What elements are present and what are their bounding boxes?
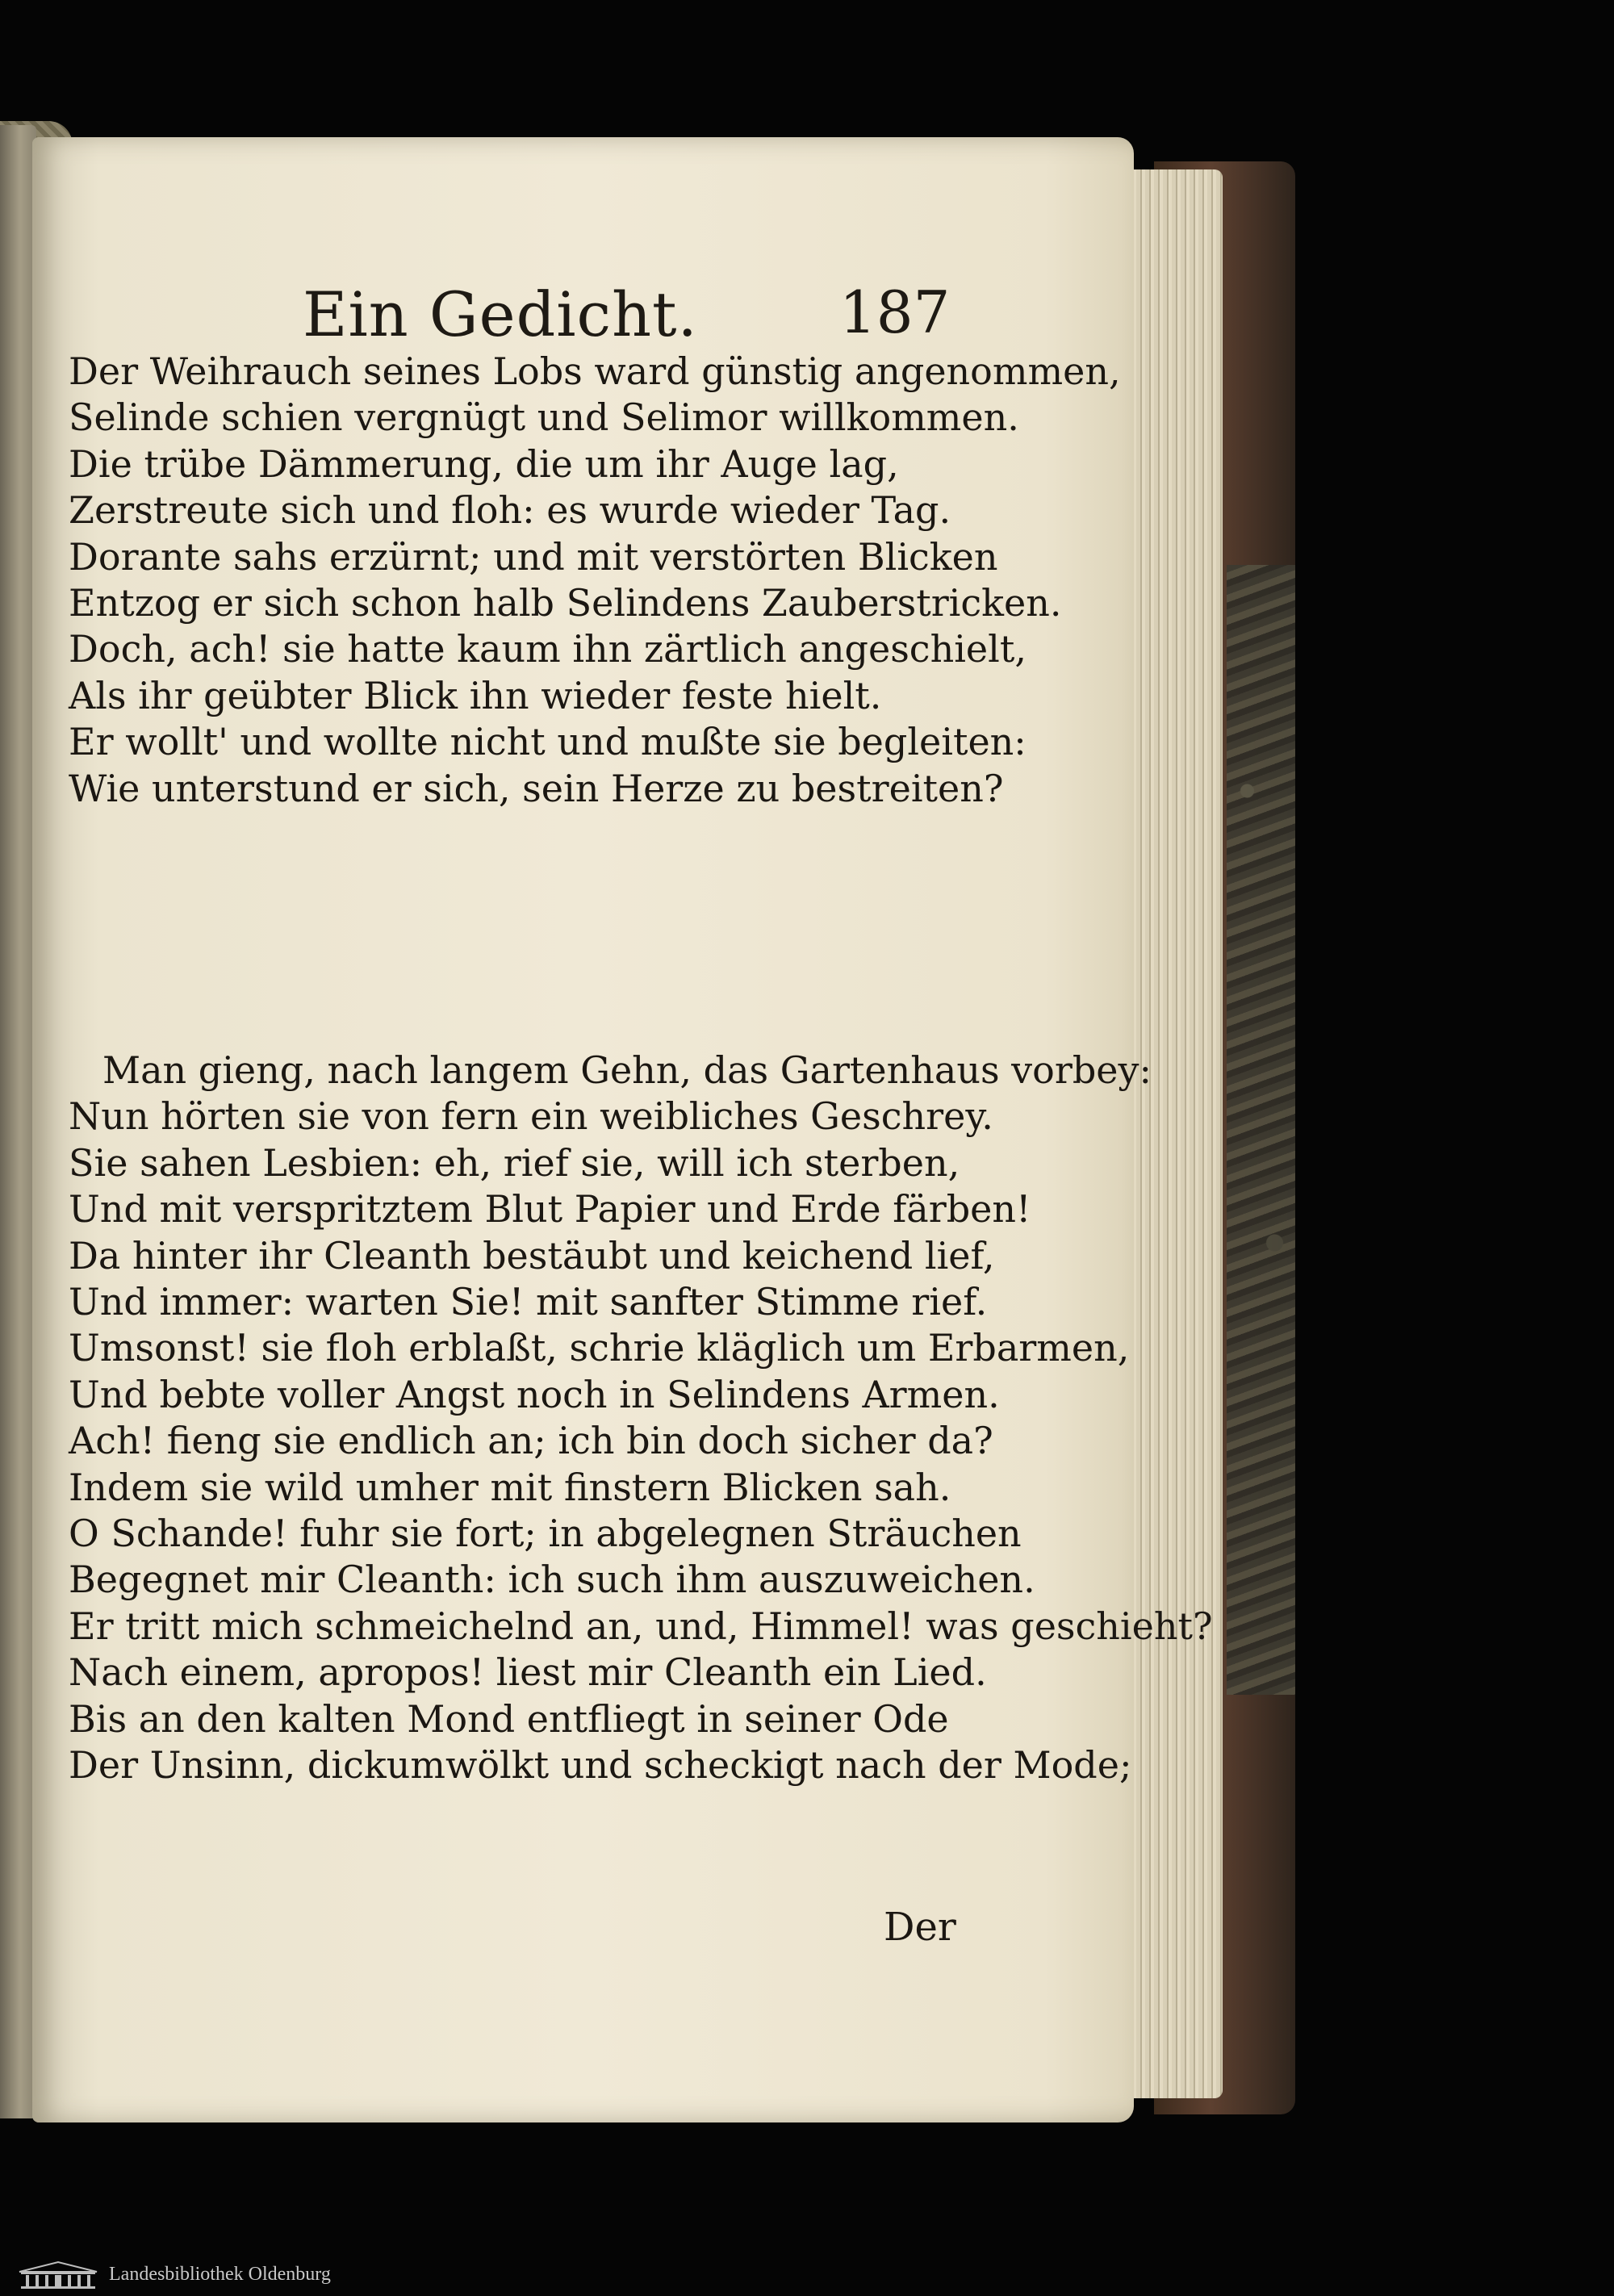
verse-line: Bis an den kalten Mond entfliegt in seiner Ode (69, 1696, 949, 1741)
footer-bar (0, 2256, 1614, 2296)
verse-line: Man gieng, nach langem Gehn, das Gartenhaus vorbey: (102, 1048, 1152, 1092)
verse-line: Und immer: warten Sie! mit sanfter Stimme rief. (69, 1280, 988, 1324)
book-page (32, 137, 1213, 2122)
verse-line: Sie sahen Lesbien: eh, rief sie, will ich sterben, (69, 1140, 960, 1185)
verse-line: Nun hörten sie von fern ein weibliches Geschrey. (69, 1094, 993, 1139)
stanza-2 (69, 1048, 1213, 1789)
stanza-1 (69, 349, 1121, 812)
marbled-cover (1227, 565, 1295, 1695)
page-number: 187 (839, 278, 951, 346)
verse-line: Selinde schien vergnügt und Selimor willkommen. (69, 395, 1019, 440)
verse-line: Er wollt' und wollte nicht und mußte sie begleiten: (69, 720, 1027, 764)
library-building-icon (18, 2260, 98, 2290)
running-title: Ein Gedicht. (303, 278, 698, 350)
library-name: Landesbibliothek Oldenburg (109, 2264, 331, 2285)
verse-line: Und bebte voller Angst noch in Selindens Armen. (69, 1372, 1000, 1416)
verse-line: Der Weihrauch seines Lobs ward günstig angenommen, (69, 349, 1121, 393)
verse-line: Begegnet mir Cleanth: ich such ihm auszuweichen. (69, 1558, 1035, 1602)
verse-line: Umsonst! sie floh erblaßt, schrie kläglich um Erbarmen, (69, 1326, 1130, 1370)
catchword: Der (884, 1905, 956, 1950)
verse-line: Zerstreute sich und floh: es wurde wieder Tag. (69, 488, 951, 533)
verse-line: Dorante sahs erzürnt; und mit verstörten Blicken (69, 534, 998, 579)
verse-line: Ach! fieng sie endlich an; ich bin doch sicher da? (69, 1419, 993, 1463)
verse-line: Der Unsinn, dickumwölkt und scheckigt nach der Mode; (69, 1743, 1132, 1788)
verse-line: Da hinter ihr Cleanth bestäubt und keichend lief, (69, 1233, 995, 1278)
verse-line: Er tritt mich schmeichelnd an, und, Himmel! was geschieht? (69, 1604, 1213, 1648)
verse-line: Entzog er sich schon halb Selindens Zauberstricken. (69, 581, 1062, 625)
facing-page-edge (0, 125, 36, 2118)
verse-line: Und mit verspritztem Blut Papier und Erde färben! (69, 1187, 1031, 1232)
verse-line: Indem sie wild umher mit finstern Blicken sah. (69, 1465, 951, 1509)
verse-line: Als ihr geübter Blick ihn wieder feste hielt. (69, 673, 882, 717)
verse-line: Die trübe Dämmerung, die um ihr Auge lag, (69, 441, 899, 486)
verse-line: O Schande! fuhr sie fort; in abgelegnen Sträuchen (69, 1512, 1022, 1556)
verse-line: Doch, ach! sie hatte kaum ihn zärtlich angeschielt, (69, 627, 1027, 671)
verse-line: Wie unterstund er sich, sein Herze zu bestreiten? (69, 766, 1004, 810)
verse-line: Nach einem, apropos! liest mir Cleanth ein Lied. (69, 1650, 987, 1695)
